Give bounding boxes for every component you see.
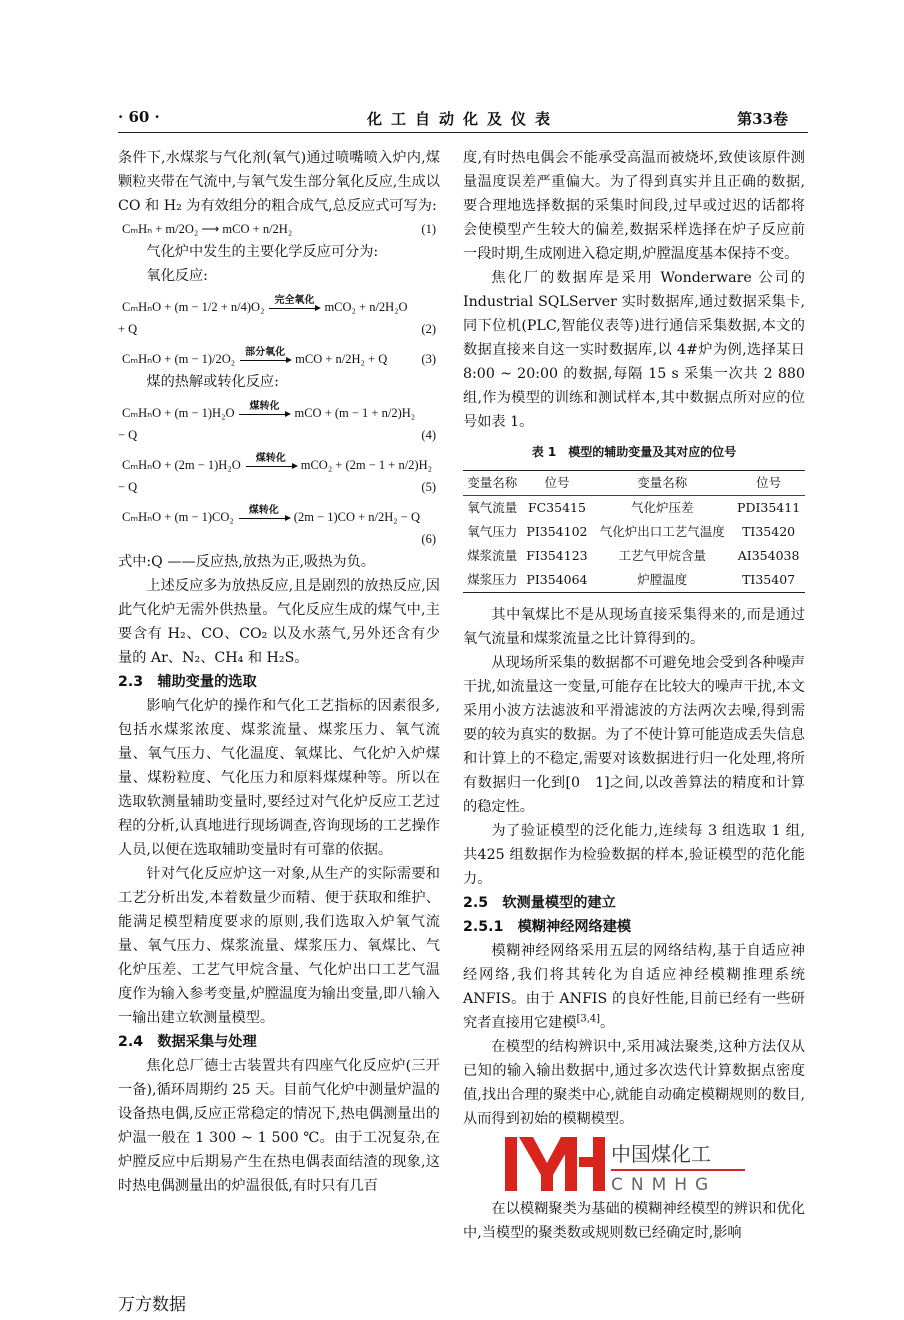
reaction-arrow: 煤转化 bbox=[244, 453, 298, 476]
paragraph: 氧化反应: bbox=[146, 268, 208, 284]
paragraph: 式中:Q ——反应热,放热为正,吸热为负。 bbox=[118, 554, 375, 570]
paragraph: 为了验证模型的泛化能力,连续每 3 组选取 1 组,共425 组数据作为检验数据的样本,验证模型的范化能力。 bbox=[463, 823, 805, 887]
table-cell: PI354064 bbox=[526, 572, 588, 587]
table-cell: 煤浆压力 bbox=[467, 572, 518, 587]
paragraph: 煤的热解或转化反应: bbox=[146, 374, 279, 390]
table-cell: 炉膛温度 bbox=[637, 572, 688, 587]
running-header bbox=[118, 106, 808, 133]
table-cell: 气化炉出口工艺气温度 bbox=[599, 524, 725, 539]
cnmhg-logo-icon bbox=[499, 1135, 749, 1193]
paragraph: 针对气化反应炉这一对象,从生产的实际需要和工艺分析出发,本着数量少而精、便于获取和维护、能满足模型精度要求的原则,我们选取入炉氧气流量、氧气压力、煤浆流量、煤浆压力、氧煤比、气化炉压差、工艺气甲烷含量、气化炉出口工艺气温度作为输入参考变量,炉膛温度为输出变量,即八输入一输出建立软测量模型。 bbox=[118, 866, 440, 1026]
reaction-arrow: 煤转化 bbox=[237, 505, 291, 528]
section-heading: 2.3 辅助变量的选取 bbox=[118, 674, 257, 690]
equation-2-cont: + Q (2) bbox=[118, 322, 436, 336]
column-header: 变量名称 bbox=[637, 475, 688, 490]
paragraph: 在以模糊聚类为基础的模糊神经模型的辨识和优化中,当模型的聚类数或规则数已经确定时,影响 bbox=[463, 1201, 805, 1241]
left-column bbox=[118, 146, 440, 1198]
table-cell: 工艺气甲烷含量 bbox=[618, 548, 707, 563]
reaction-arrow: 完全氧化 bbox=[267, 295, 321, 318]
equation-5: CₘHₙO + (2m − 1)H₂O 煤转化 mCO₂ + (2m − 1 + n/2)H₂ bbox=[118, 446, 440, 476]
table-cell: 气化炉压差 bbox=[631, 500, 694, 515]
section-heading: 2.4 数据采集与处理 bbox=[118, 1034, 257, 1050]
paragraph: 度,有时热电偶会不能承受高温而被烧坏,致使该原件测量温度误差严重偏大。为了得到真实并且正确的数据,要合理地选择数据的采集时间段,过早或过迟的话都将会使模型产生较大的偏差,数据采样选择在炉子反应前一段时期,生成刚进入稳定期,炉膛温度基本保持不变。 bbox=[463, 150, 805, 262]
table-cell: TI35420 bbox=[742, 524, 796, 539]
paragraph: 焦化总厂德士古装置共有四座气化反应炉(三开一备),循环周期约 25 天。目前气化炉中测量炉温的设备热电偶,反应正常稳定的情况下,热电偶测量出的炉温一般在 1 300 ~ 1 500 ℃。由于工况复杂,在炉膛反应中后期易产生在热电偶表面结渣的现象,这时热电偶测量出的炉温很低,有时只有几百 bbox=[118, 1058, 440, 1194]
paragraph: 影响气化炉的操作和气化工艺指标的因素很多,包括水煤浆浓度、煤浆流量、煤浆压力、氧气流量、氧气压力、气化温度、氧煤比、气化炉入炉煤量、煤粉粒度、气化压力和原料煤煤种等。所以在选取软测量辅助变量时,要经过对气化炉反应工艺过程的分析,认真地进行现场调查,咨询现场的工艺操作人员,以便在选取辅助变量时有可靠的依据。 bbox=[118, 698, 440, 858]
footer-source: 万方数据 bbox=[118, 1295, 186, 1315]
equation-6: CₘHₙO + (m − 1)CO₂ 煤转化 (2m − 1)CO + n/2H₂ − Q bbox=[118, 498, 440, 528]
reaction-arrow: 煤转化 bbox=[237, 401, 291, 424]
paragraph: 从现场所采集的数据都不可避免地会受到各种噪声干扰,如流量这一变量,可能存在比较大的噪声干扰,本文采用小波方法滤波和平滑滤波的方法两次去噪,得到需要的较为真实的数据。为了不使计算可能造成丢失信息和计算上的不稳定,需要对该数据进行归一化处理,将所有数据归一化到[0 1]之间,以改善算法的精度和计算的稳定性。 bbox=[463, 655, 805, 815]
paragraph: 模糊神经网络采用五层的网络结构,基于自适应神经网络,我们将其转化为自适应神经模糊推理系统 ANFIS。由于 ANFIS 的良好性能,目前已经有一些研究者直接用它建模[3,4]。 bbox=[463, 943, 805, 1031]
page-number: · 60 · bbox=[118, 108, 160, 126]
paragraph: 其中氧煤比不是从现场直接采集得来的,而是通过氧气流量和煤浆流量之比计算得到的。 bbox=[463, 607, 805, 647]
table-cell: PI354102 bbox=[526, 524, 588, 539]
reaction-arrow: 部分氧化 bbox=[238, 347, 292, 370]
equation-3: CₘHₙO + (m − 1)/2O₂ 部分氧化 mCO + n/2H₂ + Q (3) bbox=[118, 340, 440, 370]
table-cell: 氧气压力 bbox=[467, 524, 518, 539]
equation-6-num: (6) bbox=[421, 532, 436, 546]
equation-4: CₘHₙO + (m − 1)H₂O 煤转化 mCO + (m − 1 + n/2)H₂ bbox=[118, 394, 440, 424]
table-cell: PDI35411 bbox=[737, 500, 801, 515]
table-cell: 氧气流量 bbox=[467, 500, 518, 515]
watermark-en: CNMHG bbox=[611, 1175, 717, 1193]
paragraph: 上述反应多为放热反应,且是剧烈的放热反应,因此气化炉无需外供热量。气化反应生成的煤气中,主要含有 H₂、CO、CO₂ 以及水蒸气,另外还含有少量的 Ar、N₂、CH₄ 和 H₂S。 bbox=[118, 578, 440, 666]
citation: [3,4] bbox=[576, 1013, 601, 1025]
equation-2: CₘHₙO + (m − 1/2 + n/4)O₂ 完全氧化 mCO₂ + n/2H₂O bbox=[118, 288, 440, 318]
paragraph: 条件下,水煤浆与气化剂(氧气)通过喷嘴喷入炉内,煤颗粒夹带在气流中,与氧气发生部分氧化反应,生成以 CO 和 H₂ 为有效组分的粗合成气,总反应式可写为: bbox=[118, 150, 440, 214]
column-header: 位号 bbox=[544, 475, 570, 490]
equation-1: CₘHₙ + m/2O₂ ⟶ mCO + n/2H₂ (1) bbox=[122, 222, 436, 236]
table-header-row bbox=[463, 471, 805, 496]
table-cell: TI35407 bbox=[742, 572, 796, 587]
table-row bbox=[463, 544, 805, 568]
equation-4-cont: − Q (4) bbox=[118, 428, 436, 442]
table-caption: 表 1 模型的辅助变量及其对应的位号 bbox=[531, 445, 737, 459]
paragraph: 气化炉中发生的主要化学反应可分为: bbox=[146, 244, 379, 260]
column-header: 位号 bbox=[756, 475, 782, 490]
right-column bbox=[463, 146, 805, 1245]
volume: 第33卷 bbox=[737, 110, 788, 128]
table-cell: AI354038 bbox=[737, 548, 800, 563]
table-row bbox=[463, 568, 805, 593]
paragraph: 焦化厂的数据库是采用 Wonderware 公司的 Industrial SQLServer 实时数据库,通过数据采集卡,同下位机(PLC,智能仪表等)进行通信采集数据,本文的数据直接来自这一实时数据库,以 4#炉为例,选择某日 8:00 ~ 20:00 的数据,每隔 15 s 采集一次共 2 880组,作为模型的训练和测试样本,其中数据点所对应的位号如表 1。 bbox=[463, 270, 805, 430]
paragraph: 在模型的结构辨识中,采用减法聚类,这种方法仅从已知的输入输出数据中,通过多次迭代计算数据点密度值,找出合理的聚类中心,就能自动确定模糊规则的数目,从而得到初始的模糊模型。 bbox=[463, 1039, 805, 1127]
journal-title: 化工自动化及仪表 bbox=[366, 110, 559, 128]
table-cell: FC35415 bbox=[527, 500, 586, 515]
column-header: 变量名称 bbox=[467, 475, 518, 490]
table-row bbox=[463, 520, 805, 544]
subsection-heading: 2.5.1 模糊神经网络建模 bbox=[463, 919, 632, 935]
table-cell: FI354123 bbox=[526, 548, 588, 563]
table-1 bbox=[463, 440, 805, 593]
section-heading: 2.5 软测量模型的建立 bbox=[463, 895, 616, 911]
equation-5-cont: − Q (5) bbox=[118, 480, 436, 494]
table-cell: 煤浆流量 bbox=[467, 548, 518, 563]
watermark-cn: 中国煤化工 bbox=[611, 1142, 711, 1166]
table-row bbox=[463, 496, 805, 521]
